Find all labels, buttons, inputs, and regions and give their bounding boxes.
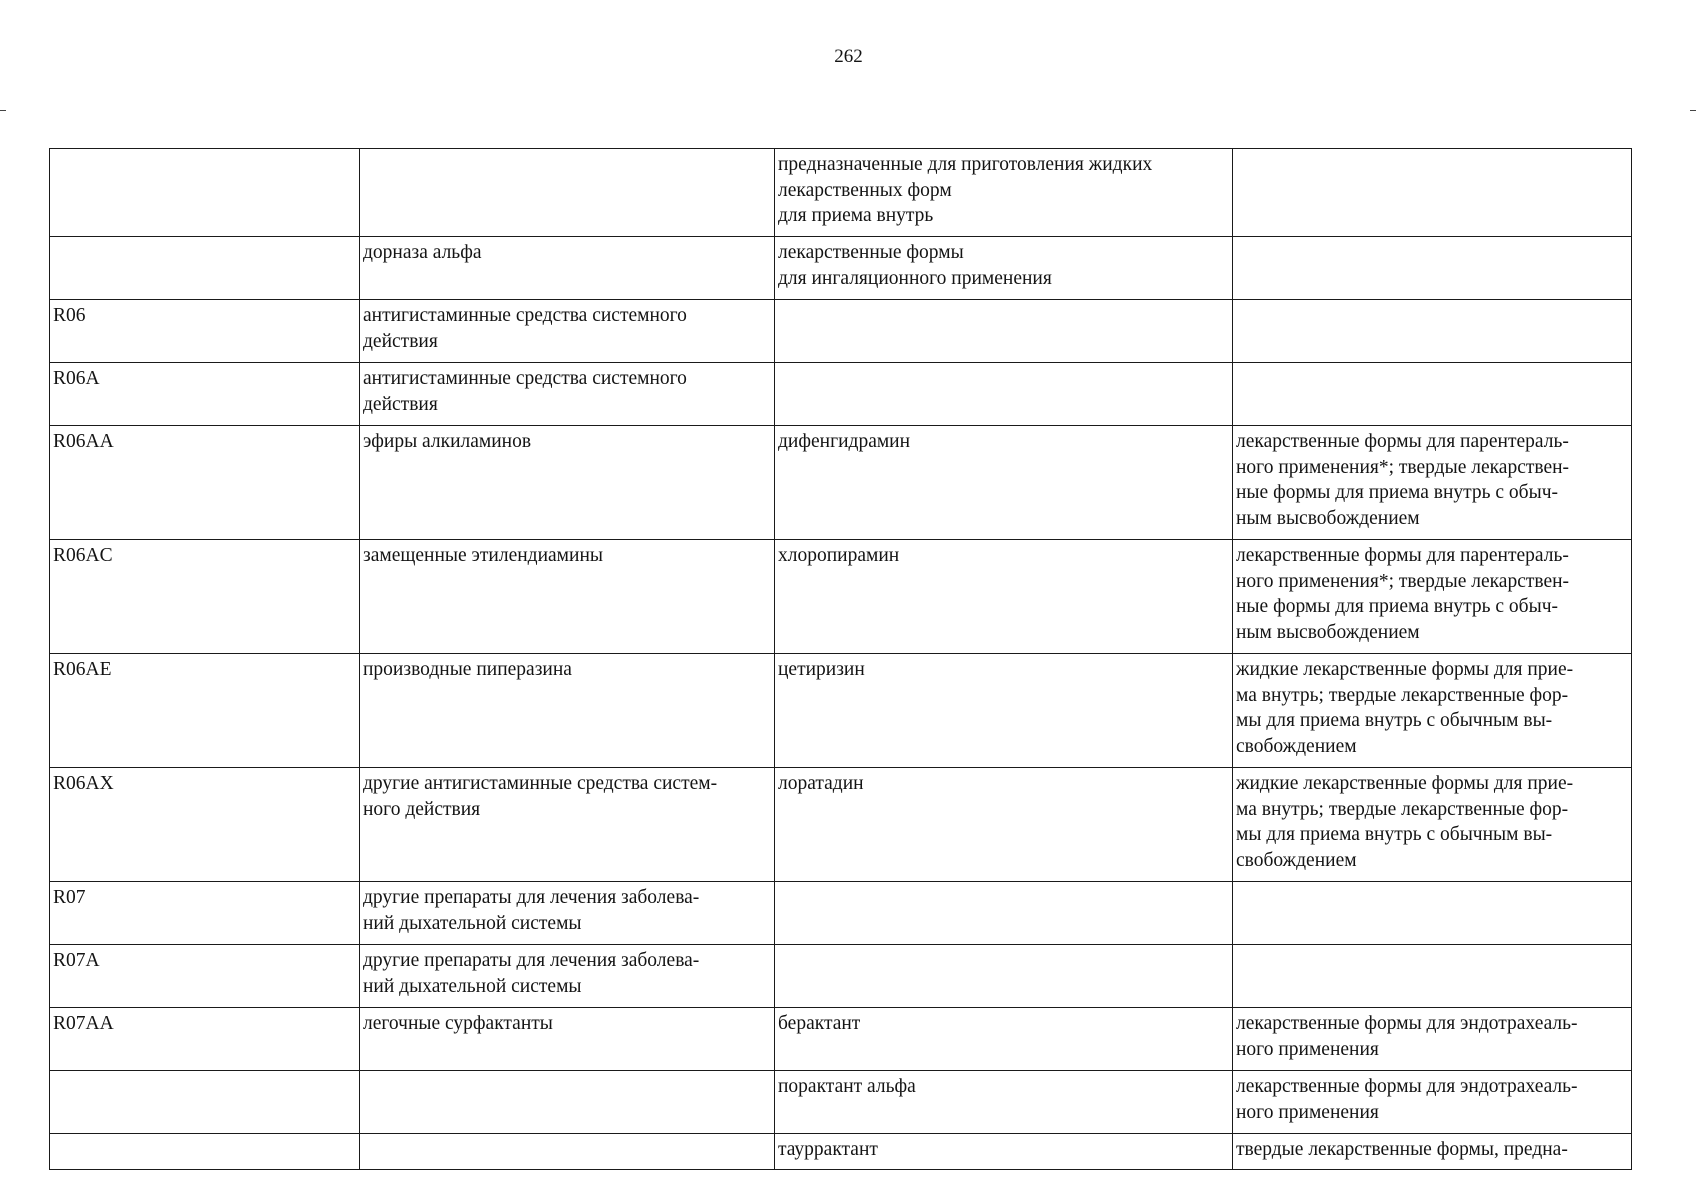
dosage-form-cell <box>1233 237 1632 300</box>
dosage-form-cell: жидкие лекарственные формы для прие- ма внутрь; твердые лекарственные фор- мы для приема внутрь с обычным вы- свобождением <box>1233 654 1632 768</box>
drug-name-cell: лоратадин <box>775 768 1233 882</box>
group-name-cell: другие препараты для лечения заболева- ний дыхательной системы <box>360 945 775 1008</box>
atc-code-cell <box>50 237 360 300</box>
atc-code-cell: R06AX <box>50 768 360 882</box>
group-name-cell: эфиры алкиламинов <box>360 426 775 540</box>
atc-code-cell: R06A <box>50 363 360 426</box>
table-row <box>50 882 1632 945</box>
dosage-form-cell <box>1233 945 1632 1008</box>
drug-name-cell: цетиризин <box>775 654 1233 768</box>
scan-mark-right <box>1690 110 1696 111</box>
group-name-cell: антигистаминные средства системного действия <box>360 300 775 363</box>
table-row <box>50 426 1632 540</box>
dosage-form-cell <box>1233 363 1632 426</box>
atc-code-cell: R07AA <box>50 1008 360 1071</box>
table-row <box>50 945 1632 1008</box>
group-name-cell <box>360 149 775 237</box>
atc-code-cell: R07 <box>50 882 360 945</box>
page-number: 262 <box>834 46 863 67</box>
table-body <box>50 149 1632 1170</box>
atc-code-cell <box>50 1134 360 1170</box>
drug-name-cell <box>775 300 1233 363</box>
atc-code-cell: R06AE <box>50 654 360 768</box>
dosage-form-cell <box>1233 882 1632 945</box>
drug-name-cell <box>775 363 1233 426</box>
table-row <box>50 540 1632 654</box>
table-row <box>50 1008 1632 1071</box>
table-row <box>50 300 1632 363</box>
dosage-form-cell: твердые лекарственные формы, предна- <box>1233 1134 1632 1170</box>
atc-code-cell: R07A <box>50 945 360 1008</box>
drug-name-cell <box>775 945 1233 1008</box>
group-name-cell <box>360 1134 775 1170</box>
atc-code-cell <box>50 1071 360 1134</box>
group-name-cell: производные пиперазина <box>360 654 775 768</box>
drug-name-cell: хлоропирамин <box>775 540 1233 654</box>
dosage-form-cell: лекарственные формы для эндотрахеаль- ного применения <box>1233 1071 1632 1134</box>
drug-name-cell: тауррактант <box>775 1134 1233 1170</box>
dosage-form-cell: лекарственные формы для эндотрахеаль- ного применения <box>1233 1008 1632 1071</box>
group-name-cell: другие препараты для лечения заболева- ний дыхательной системы <box>360 882 775 945</box>
group-name-cell: замещенные этилендиамины <box>360 540 775 654</box>
drug-classification-table <box>49 148 1632 1170</box>
drug-name-cell: предназначенные для приготовления жидких лекарственных форм для приема внутрь <box>775 149 1233 237</box>
group-name-cell: дорназа альфа <box>360 237 775 300</box>
table-row <box>50 363 1632 426</box>
table-row <box>50 768 1632 882</box>
atc-code-cell: R06 <box>50 300 360 363</box>
group-name-cell <box>360 1071 775 1134</box>
group-name-cell: легочные сурфактанты <box>360 1008 775 1071</box>
table-row <box>50 237 1632 300</box>
dosage-form-cell <box>1233 149 1632 237</box>
dosage-form-cell: лекарственные формы для парентераль- ного применения*; твердые лекарствен- ные формы для приема внутрь с обыч- ным высвобождением <box>1233 426 1632 540</box>
group-name-cell: антигистаминные средства системного действия <box>360 363 775 426</box>
drug-name-cell: дифенгидрамин <box>775 426 1233 540</box>
dosage-form-cell <box>1233 300 1632 363</box>
scan-mark-left <box>0 110 6 111</box>
table-row <box>50 149 1632 237</box>
drug-name-cell: берактант <box>775 1008 1233 1071</box>
table-row <box>50 1134 1632 1170</box>
group-name-cell: другие антигистаминные средства систем- ного действия <box>360 768 775 882</box>
dosage-form-cell: жидкие лекарственные формы для прие- ма внутрь; твердые лекарственные фор- мы для приема внутрь с обычным вы- свобождением <box>1233 768 1632 882</box>
drug-name-cell <box>775 882 1233 945</box>
drug-name-cell: лекарственные формы для ингаляционного применения <box>775 237 1233 300</box>
dosage-form-cell: лекарственные формы для парентераль- ного применения*; твердые лекарствен- ные формы для приема внутрь с обыч- ным высвобождением <box>1233 540 1632 654</box>
atc-code-cell <box>50 149 360 237</box>
atc-code-cell: R06AA <box>50 426 360 540</box>
atc-code-cell: R06AC <box>50 540 360 654</box>
drug-name-cell: порактант альфа <box>775 1071 1233 1134</box>
table-row <box>50 654 1632 768</box>
table-row <box>50 1071 1632 1134</box>
